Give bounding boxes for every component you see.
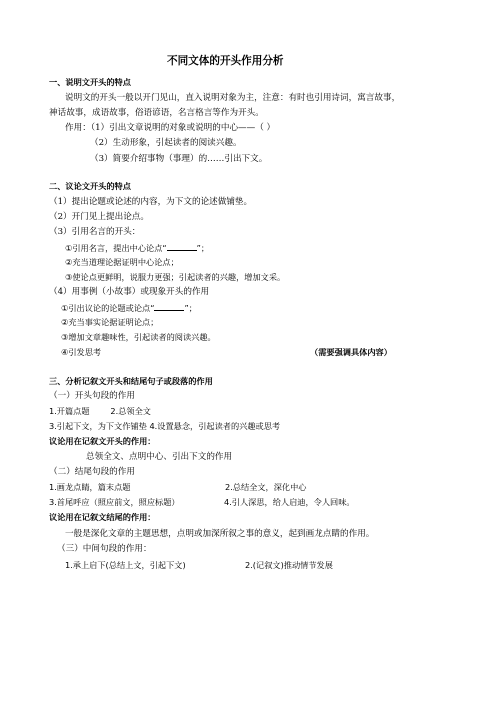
section-2-item-2: （2）开门见上提出论点。 [49,212,149,222]
middle-function-1: 1.承上启下(总结上文，引起下文) [65,560,186,570]
subsection-middle-heading: （三）中间句段的作用： [57,544,152,554]
fill-in-blank [154,303,184,311]
example-point-3: ③增加文章趣味性，引起读者的阅读兴趣。 [61,332,216,342]
section-2-item-1: （1）提出论题或论述的内容，为下文的论述做铺垫。 [49,197,253,207]
example-point-1-end: ”； [184,303,197,313]
ending-function-1: 1.画龙点睛，篇末点题 [49,482,131,492]
fill-in-blank [167,243,197,251]
section-1-paragraph-line-2: 神话故事，成语故事，俗语谚语，名言格言等作为开头。 [49,108,264,118]
quote-point-1 [65,243,209,252]
ending-function-4: 4.引人深思，给人启迪，令人回味。 [224,497,355,507]
ending-argument-answer: 一般是深化文章的主题思想，点明或加深所叙之事的意义，起到画龙点睛的作用。 [65,529,375,539]
page-title: 不同文体的开头作用分析 [167,55,284,67]
quote-point-1-text: ①引用名言，提出中心论点“ [65,243,167,253]
example-point-2: ②充当事实论据证明论点； [61,317,159,327]
section-2-item-4: （4）用事例（小故事）或现象开头的作用 [49,287,210,297]
section-1-function-3: （3）简要介绍事物（事理）的……引出下文。 [90,154,268,164]
section-3-heading: 三、分析记叙文开头和结尾句子或段落的作用 [49,376,213,386]
ending-function-3: 3.首尾呼应（照应前文，照应标题） [49,497,180,507]
ending-argument-question: 议论用在记叙文结尾的作用： [49,512,156,522]
emphasis-note: （需要强调具体内容） [310,347,392,357]
subsection-ending-heading: （二）结尾句段的作用 [49,467,135,477]
section-1-function-2: （2）生动形象，引起读者的阅读兴趣。 [90,138,242,148]
ending-function-2: 2.总结全文，深化中心 [225,482,307,492]
example-point-1 [61,303,197,312]
section-1-paragraph-line-1: 说明文的开头一般以开门见山，直入说明对象为主，注意：有时也引用诗词，寓言故事， [65,93,401,103]
section-1-function-1: 作用：（1）引出文章说明的对象或说明的中心——（ ） [65,123,276,133]
opening-functions-line-1: 1.开篇点题 2.总领全文 [49,406,151,416]
subsection-opening-heading: （一）开头句段的作用 [49,391,135,401]
opening-functions-line-2: 3.引起下文，为下文作铺垫 4.设置悬念，引起读者的兴趣或思考 [49,421,281,431]
opening-argument-question: 议论用在记叙文开头的作用： [49,436,156,446]
middle-function-2: 2.(记叙文)推动情节发展 [245,560,333,570]
quote-point-2: ②充当道理论据证明中心论点； [65,257,179,267]
example-point-4: ④引发思考 [61,347,102,357]
section-1-heading: 一、说明文开头的特点 [49,77,131,87]
section-2-item-3: （3）引用名言的开头： [49,227,141,237]
quote-point-1-end: ”； [196,243,210,253]
example-point-1-text: ①引出议论的论题或论点“ [61,303,155,313]
section-2-heading: 二、议论文开头的特点 [49,181,131,191]
opening-argument-answer: 总领全文、点明中心、引出下文的作用 [86,452,233,462]
quote-point-3: ③使论点更鲜明，说服力更强；引起读者的兴趣，增加文采。 [65,272,286,282]
